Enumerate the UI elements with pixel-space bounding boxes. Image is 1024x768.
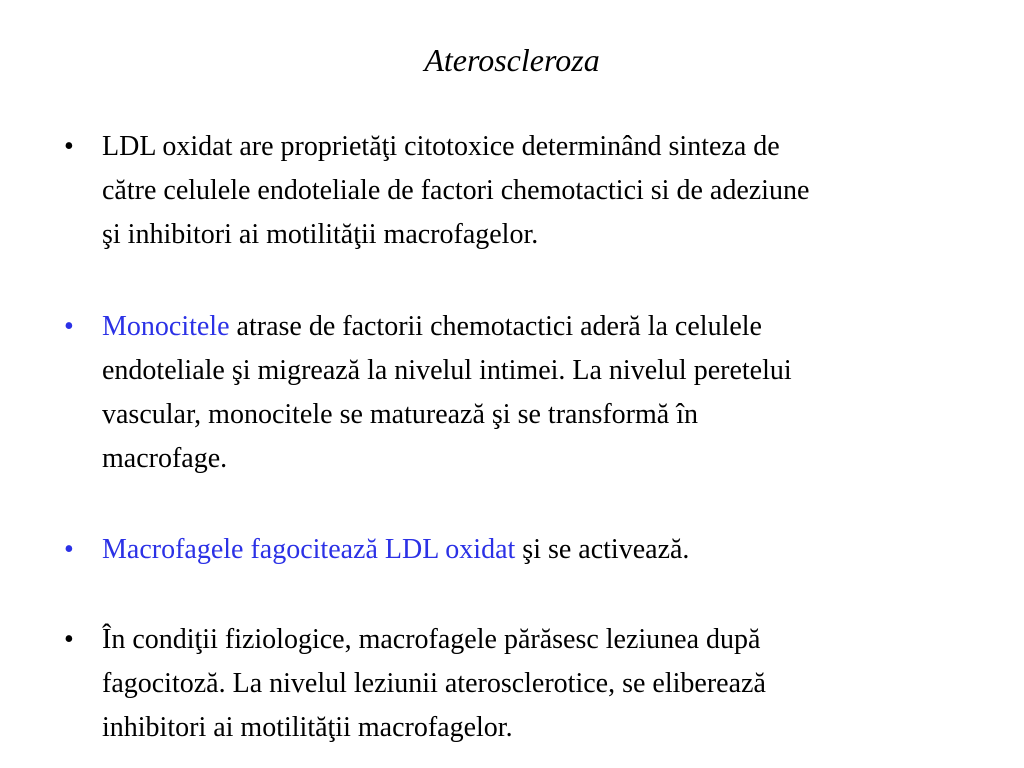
highlighted-term: Macrofagele fagocitează LDL oxidat [102,534,516,565]
bullet-text [102,305,982,481]
bullet-marker: • [64,131,74,162]
bullet-line: vascular, monocitele se maturează şi se transformă în [102,399,698,430]
bullet-line: fagocitoză. La nivelul leziunii aterosclerotice, se eliberează [102,668,766,699]
bullet-text [102,125,982,257]
bullet-line: LDL oxidat are proprietăţi citotoxice determinând sinteza de [102,131,780,162]
bullet-marker: • [64,534,74,565]
bullet-line: inhibitori ai motilităţii macrofagelor. [102,712,513,743]
bullet-line-rest: atrase de factorii chemotactici aderă la celulele [229,311,762,342]
bullet-text [102,528,982,572]
bullet-marker: • [64,311,74,342]
bullet-line-rest: şi se activează. [515,534,690,565]
bullet-line: către celulele endoteliale de factori chemotactici si de adeziune [102,175,810,206]
bullet-line [102,305,982,349]
bullet-text [102,618,982,750]
bullet-line: macrofage. [102,443,228,474]
slide-title: Ateroscleroza [424,42,600,78]
bullet-line: În condiţii fiziologice, macrofagele părăsesc leziunea după [102,624,761,655]
highlighted-term: Monocitele [102,311,230,342]
bullet-line: şi inhibitori ai motilităţii macrofagelor. [102,219,539,250]
bullet-marker: • [64,624,74,655]
bullet-line: endoteliale şi migrează la nivelul intimei. La nivelul peretelui [102,355,792,386]
bullet-line [102,528,982,572]
